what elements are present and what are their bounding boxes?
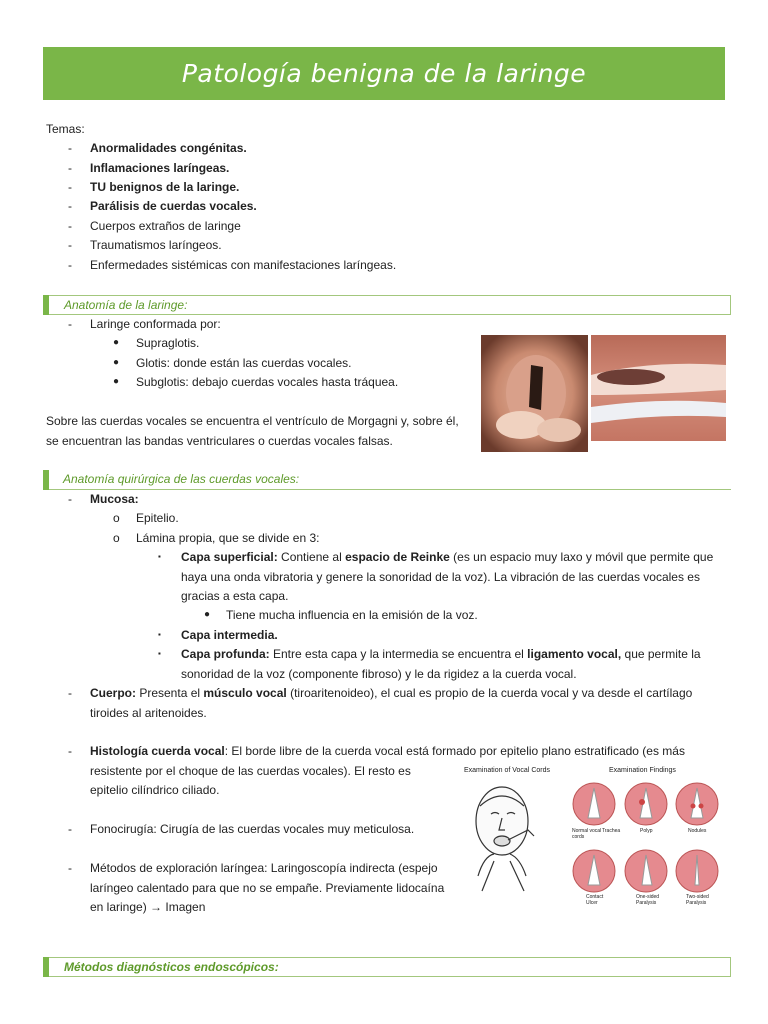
heading-accent-bar — [43, 957, 49, 977]
cuerpo-label: Cuerpo: — [90, 686, 136, 700]
anatomia-paragraph-line2: se encuentran las bandas ventriculares o cuerdas vocales falsas. — [46, 434, 393, 448]
ligamento-term: ligamento vocal, — [527, 647, 622, 661]
section-heading-anatomia — [43, 295, 731, 315]
list-item: Supraglotis. — [136, 336, 200, 350]
text-run: Entre esta capa y la intermedia se encuentra el — [269, 647, 528, 661]
section-heading-endoscopicos — [43, 957, 731, 977]
figure-label: Trachea — [602, 828, 621, 834]
metodos-line1: Métodos de exploración laríngea: Laringoscopía indirecta (espejo — [90, 861, 438, 875]
vocal-cord-photo — [591, 335, 726, 441]
list-item: Glotis: donde están las cuerdas vocales. — [136, 356, 352, 370]
bullet-icon: ● — [204, 609, 211, 620]
histologia-label: Histología cuerda vocal — [90, 744, 225, 758]
section-heading-quirurgica — [43, 470, 731, 490]
capa-profunda-line2: sonoridad de la voz (componente fibroso) y le da rigidez a la cuerda vocal. — [181, 667, 577, 681]
list-dash: - — [68, 492, 72, 506]
bullet-icon: ● — [113, 337, 120, 348]
page-title: Patología benigna de la laringe — [181, 59, 587, 88]
capa-intermedia: Capa intermedia. — [181, 628, 278, 642]
musculo-term: músculo vocal — [203, 686, 287, 700]
list-dash: - — [68, 317, 72, 331]
capa-profunda-label: Capa profunda: — [181, 647, 270, 661]
temas-label: Temas: — [46, 122, 85, 136]
heading-text: Anatomía quirúrgica de las cuerdas vocales: — [63, 472, 300, 486]
anatomia-intro: Laringe conformada por: — [90, 317, 221, 331]
figure-title-findings: Examination Findings — [609, 767, 676, 774]
heading-accent-bar — [43, 295, 49, 315]
list-item: Lámina propia, que se divide en 3: — [136, 531, 320, 545]
text-run: que permite la — [621, 647, 701, 661]
list-item: Traumatismos laríngeos. — [90, 238, 222, 252]
text-run: Presenta el — [136, 686, 204, 700]
reinke-term: espacio de Reinke — [345, 550, 450, 564]
list-dash: - — [68, 744, 72, 758]
heading-accent-bar — [43, 470, 49, 490]
list-item: Epitelio. — [136, 511, 179, 525]
figure-label: Normal vocal cords — [572, 828, 602, 840]
list-dash: - — [68, 180, 72, 194]
larynx-photo-1 — [481, 335, 588, 452]
figure-label: Nodules — [688, 828, 707, 834]
list-item: Inflamaciones laríngeas. — [90, 161, 230, 175]
histologia-line3: epitelio cilíndrico ciliado. — [90, 783, 220, 797]
bullet-icon: ● — [113, 357, 120, 368]
histologia-line2: resistente por el choque de las cuerdas vocales). El resto es — [90, 764, 411, 778]
list-dash: - — [68, 141, 72, 155]
cuerpo-line2: tiroides al aritenoides. — [90, 706, 207, 720]
capa-profunda-line1 — [181, 646, 701, 662]
circle-bullet: o — [113, 531, 120, 545]
text-run: , el cual es propio de la cuerda vocal y va desde el cartílago — [374, 686, 693, 700]
list-item: TU benignos de la laringe. — [90, 180, 240, 194]
list-dash: - — [68, 199, 72, 213]
capa-superficial-line1 — [181, 549, 713, 565]
figure-label: One-sided Paralysis — [636, 894, 660, 906]
anatomia-paragraph-line1: Sobre las cuerdas vocales se encuentra el ventrículo de Morgagni y, sobre él, — [46, 414, 459, 428]
metodos-line3: en laringe) → Imagen — [90, 900, 206, 914]
text-run: (tiroaritenoideo) — [286, 686, 375, 700]
list-dash: - — [68, 686, 72, 700]
text-run: : El borde libre de la cuerda vocal está formado por epitelio plano estratificado (es más — [224, 744, 685, 758]
title-banner — [43, 47, 725, 100]
list-dash: - — [68, 238, 72, 252]
figure-label: Two-sided Paralysis — [686, 894, 709, 906]
list-dash: - — [68, 219, 72, 233]
capa-superficial-label: Capa superficial: — [181, 550, 278, 564]
list-item: Parálisis de cuerdas vocales. — [90, 199, 257, 213]
list-dash: - — [68, 161, 72, 175]
list-item: Cuerpos extraños de laringe — [90, 219, 241, 233]
figure-label: Contact Ulcer — [586, 894, 604, 906]
text-run: (es un espacio muy laxo y móvil que permite que — [449, 550, 714, 564]
histologia-line1 — [90, 743, 685, 759]
fonocirugia-text: Fonocirugía: Cirugía de las cuerdas vocales muy meticulosa. — [90, 822, 415, 836]
vocal-exam-figure — [464, 766, 727, 910]
list-item: Anormalidades congénitas. — [90, 141, 247, 155]
list-item: Subglotis: debajo cuerdas vocales hasta tráquea. — [136, 375, 399, 389]
list-dash: - — [68, 822, 72, 836]
capa-superficial-line2: haya una onda vibratoria y genere la sonoridad de la voz). La vibración de las cuerdas vocales es — [181, 570, 700, 584]
heading-text: Anatomía de la laringe: — [64, 298, 188, 312]
list-dash: - — [68, 258, 72, 272]
square-bullet: ▪ — [158, 552, 161, 561]
text-run: Contiene al — [277, 550, 346, 564]
list-item: Enfermedades sistémicas con manifestaciones laríngeas. — [90, 258, 397, 272]
square-bullet: ▪ — [158, 630, 161, 639]
figure-title-exam: Examination of Vocal Cords — [464, 767, 550, 774]
circle-bullet: o — [113, 511, 120, 525]
figure-label: Polyp — [640, 828, 653, 834]
heading-text: Métodos diagnósticos endoscópicos: — [64, 960, 279, 974]
mucosa-label: Mucosa: — [90, 492, 139, 506]
metodos-line2: laríngeo calentado para que no se empañe. Previamente lidocaína — [90, 881, 445, 895]
bullet-icon: ● — [113, 376, 120, 387]
cuerpo-line1 — [90, 685, 692, 701]
capa-superficial-line3: gracias a esta capa. — [181, 589, 289, 603]
list-dash: - — [68, 861, 72, 875]
square-bullet: ▪ — [158, 649, 161, 658]
list-item: Tiene mucha influencia en la emisión de la voz. — [226, 608, 478, 622]
